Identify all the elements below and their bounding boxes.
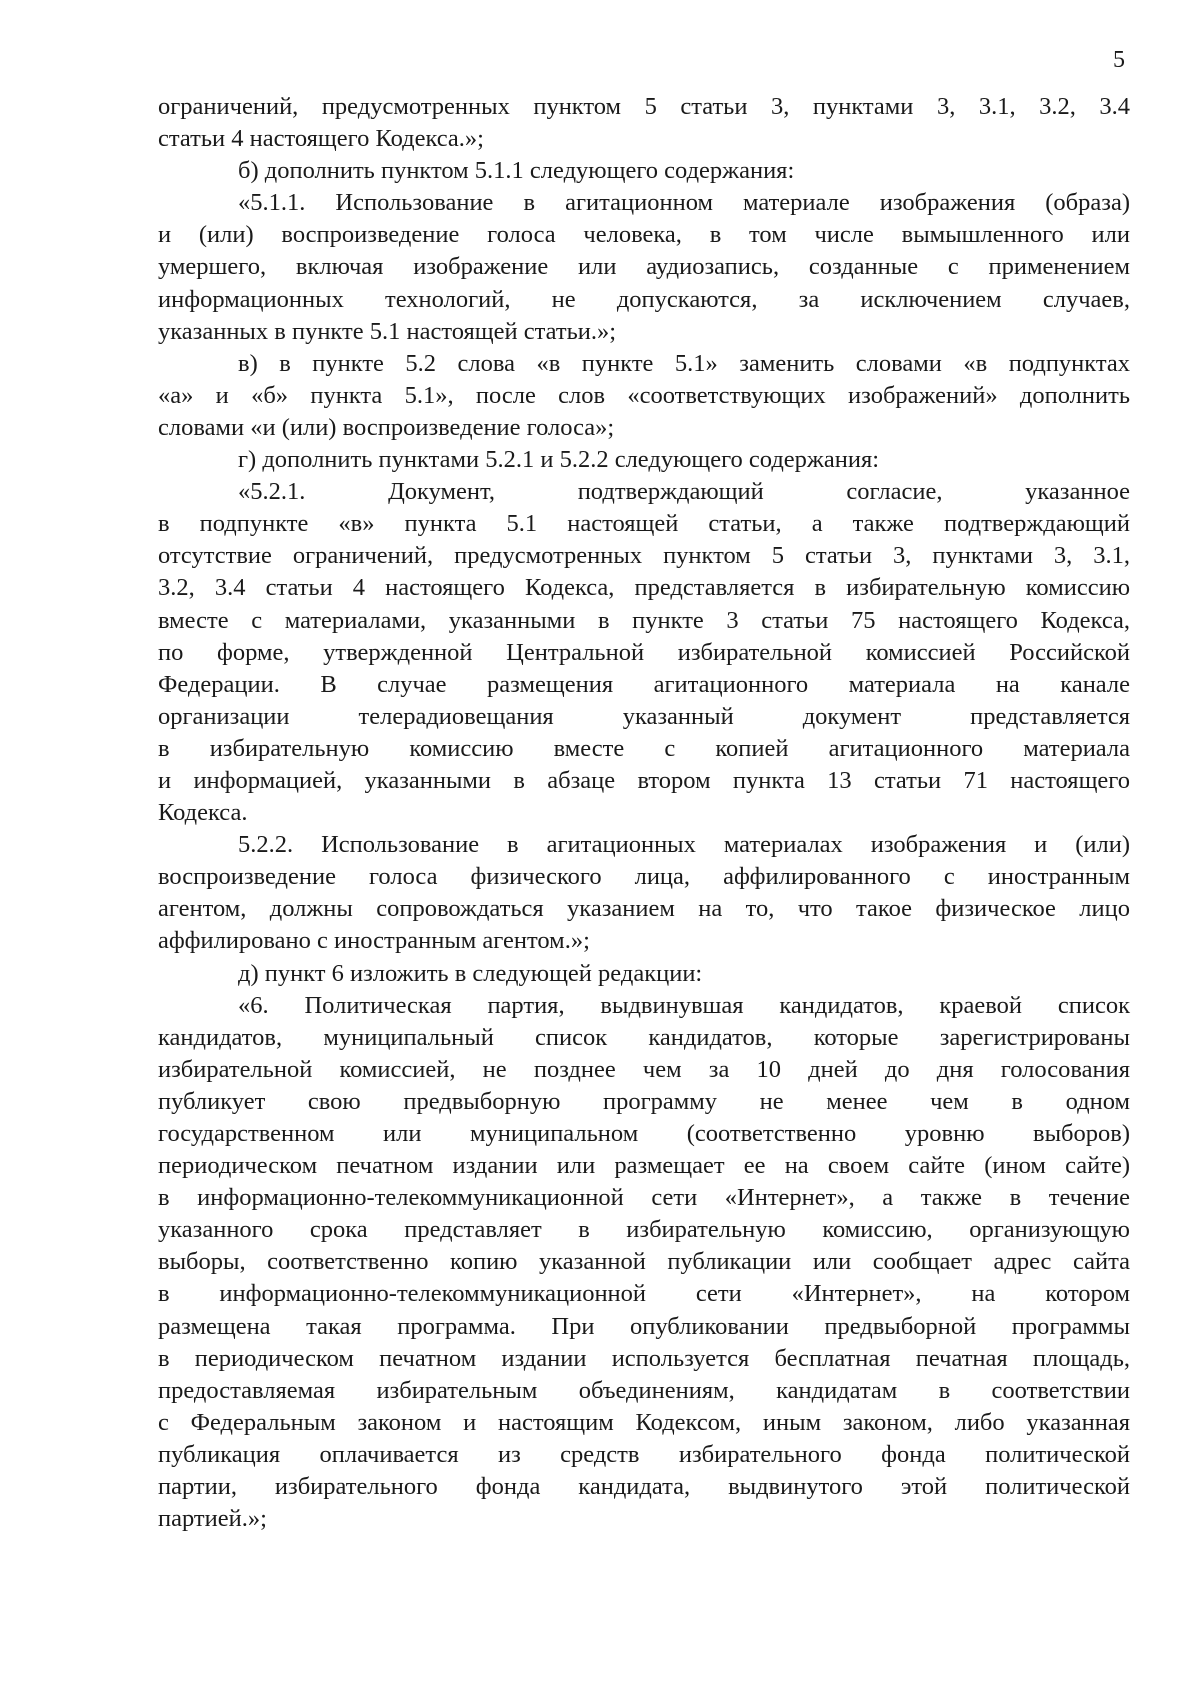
text-line: по форме, утвержденной Центральной избирательной комиссией Российской [158,638,1130,666]
text-line: указанных в пункте 5.1 настоящей статьи.»; [158,317,617,345]
text-line: «а» и «б» пункта 5.1», после слов «соответствующих изображений» дополнить [158,381,1130,409]
text-line: публикует свою предвыборную программу не менее чем в одном [158,1087,1130,1115]
text-line: публикация оплачивается из средств избирательного фонда политической [158,1440,1130,1468]
text-line: Кодекса. [158,799,248,827]
text-line: с Федеральным законом и настоящим Кодексом, иным законом, либо указанная [158,1408,1130,1436]
text-line: статьи 4 настоящего Кодекса.»; [158,125,484,153]
text-line: в) в пункте 5.2 слова «в пункте 5.1» заменить словами «в подпунктах [238,349,1130,377]
text-line: в избирательную комиссию вместе с копией агитационного материала [158,734,1130,762]
text-line: г) дополнить пунктами 5.2.1 и 5.2.2 следующего содержания: [238,446,880,474]
text-line: 3.2, 3.4 статьи 4 настоящего Кодекса, представляется в избирательную комиссию [158,574,1130,602]
text-line: партии, избирательного фонда кандидата, выдвинутого этой политической [158,1473,1130,1501]
text-line: агентом, должны сопровождаться указанием на то, что такое физическое лицо [158,895,1130,923]
text-line: указанного срока представляет в избирательную комиссию, организующую [158,1216,1130,1244]
text-line: периодическом печатном издании или размещает ее на своем сайте (ином сайте) [158,1152,1130,1180]
text-line: словами «и (или) воспроизведение голоса»; [158,413,615,441]
text-line: б) дополнить пунктом 5.1.1 следующего содержания: [238,157,795,185]
text-line: «6. Политическая партия, выдвинувшая кандидатов, краевой список [238,991,1130,1019]
text-line: Федерации. В случае размещения агитационного материала на канале [158,670,1130,698]
text-line: в периодическом печатном издании используется бесплатная печатная площадь, [158,1344,1130,1372]
text-line: д) пункт 6 изложить в следующей редакции: [238,959,703,987]
text-line: аффилировано с иностранным агентом.»; [158,927,590,955]
text-line: «5.1.1. Использование в агитационном материале изображения (образа) [238,189,1130,217]
page-number: 5 [1113,47,1125,73]
text-line: воспроизведение голоса физического лица, аффилированного с иностранным [158,863,1130,891]
text-line: выборы, соответственно копию указанной публикации или сообщает адрес сайта [158,1248,1130,1276]
text-line: в подпункте «в» пункта 5.1 настоящей статьи, а также подтверждающий [158,510,1130,538]
text-line: ограничений, предусмотренных пунктом 5 статьи 3, пунктами 3, 3.1, 3.2, 3.4 [158,93,1130,120]
text-line: размещена такая программа. При опубликовании предвыборной программы [158,1312,1130,1340]
text-line: умершего, включая изображение или аудиозапись, созданные с применением [158,253,1130,281]
text-line: «5.2.1. Документ, подтверждающий согласие, указанное [238,478,1130,506]
text-line: информационных технологий, не допускаются, за исключением случаев, [158,285,1130,313]
text-line: организации телерадиовещания указанный документ представляется [158,702,1130,730]
text-line: избирательной комиссией, не позднее чем за 10 дней до дня голосования [158,1055,1130,1083]
text-line: кандидатов, муниципальный список кандидатов, которые зарегистрированы [158,1023,1130,1051]
text-line: 5.2.2. Использование в агитационных материалах изображения и (или) [238,831,1130,859]
text-line: государственном или муниципальном (соответственно уровню выборов) [158,1120,1130,1147]
document-body [158,91,1130,1535]
text-line: в информационно-телекоммуникационной сети «Интернет», на котором [158,1280,1130,1308]
text-line: и информацией, указанными в абзаце втором пункта 13 статьи 71 настоящего [158,766,1130,794]
text-line: отсутствие ограничений, предусмотренных пунктом 5 статьи 3, пунктами 3, 3.1, [158,542,1130,570]
text-line: и (или) воспроизведение голоса человека, в том числе вымышленного или [158,221,1130,249]
text-line: партией.»; [158,1505,267,1533]
text-line: вместе с материалами, указанными в пункте 3 статьи 75 настоящего Кодекса, [158,606,1130,634]
text-line: в информационно-телекоммуникационной сети «Интернет», а также в течение [158,1184,1130,1212]
text-line: предоставляемая избирательным объединениям, кандидатам в соответствии [158,1376,1130,1404]
